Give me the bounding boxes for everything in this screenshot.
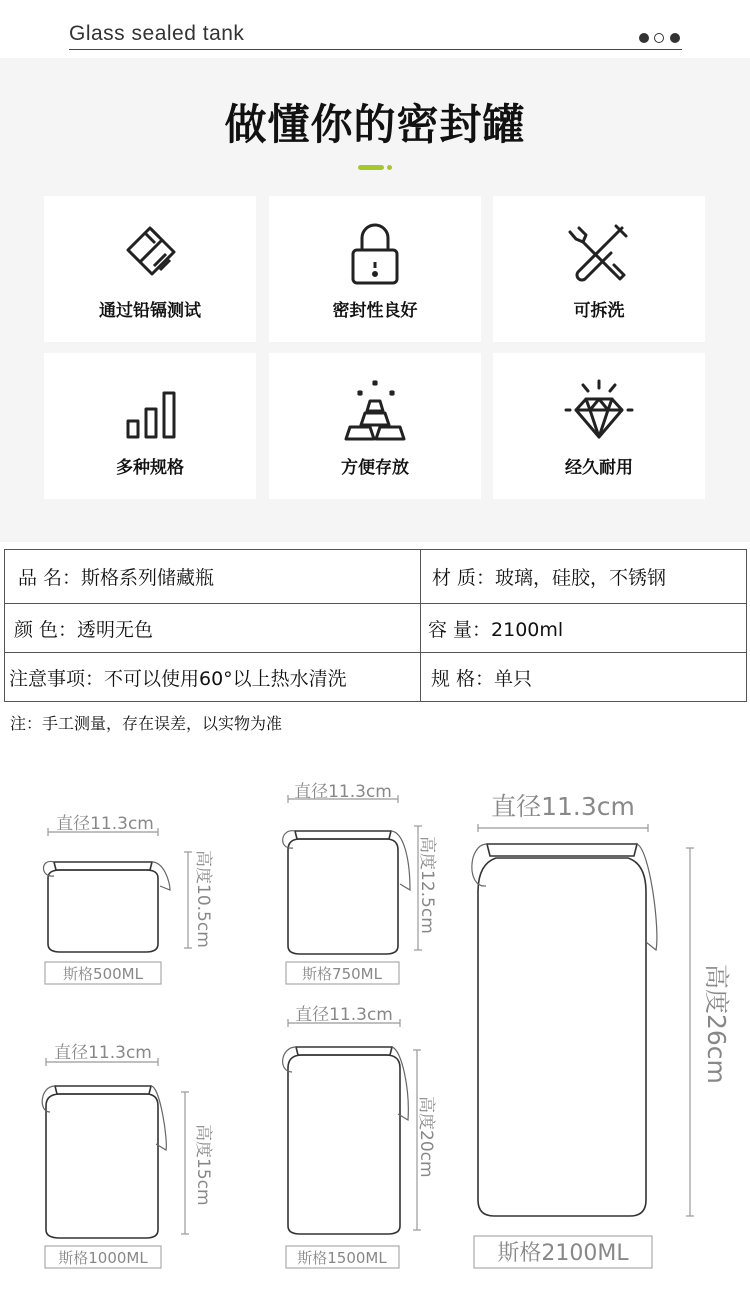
spec-row	[5, 653, 746, 701]
jar-lid	[55, 1086, 151, 1094]
page-dot-1	[639, 33, 649, 43]
padlock-icon	[340, 220, 410, 286]
jar-body	[478, 858, 646, 1216]
stacked-bars-icon	[340, 377, 410, 443]
measurement-note: 注：手工测量，存在误差，以实物为准	[10, 714, 283, 733]
jar-lid	[54, 862, 152, 870]
page-header	[0, 0, 750, 58]
jar-lid	[296, 1047, 392, 1055]
spec-material-cell: 材 质：玻璃，硅胶，不锈钢	[432, 567, 667, 589]
heading-accent-dot	[387, 165, 392, 170]
page-dot-2	[654, 33, 664, 43]
height-label: 高度12.5cm	[417, 836, 437, 934]
feature-label: 通过铅镉测试	[99, 301, 201, 321]
spec-capacity-cell: 容 量：2100ml	[428, 618, 564, 641]
jar-body	[288, 1055, 400, 1234]
size-label: 斯格1000ML	[58, 1249, 148, 1267]
height-label: 高度15cm	[193, 1124, 213, 1206]
width-label: 直径11.3cm	[54, 1043, 152, 1063]
feature-section	[0, 58, 750, 542]
jar-body	[46, 1094, 158, 1238]
spec-notice-cell: 注意事项：不可以使用60°以上热水清洗	[5, 653, 421, 701]
size-diagram	[0, 760, 750, 1303]
jar-lid	[487, 844, 637, 856]
feature-card-lead-test	[44, 196, 256, 342]
size-label: 斯格2100ML	[497, 1241, 629, 1266]
jar-1500ml	[283, 1005, 436, 1268]
feature-card-durable	[493, 353, 705, 499]
jar-body	[48, 870, 158, 952]
feature-label: 密封性良好	[332, 301, 418, 321]
feature-card-sizes	[44, 353, 256, 499]
jar-500ml	[44, 814, 214, 984]
bar-sizes-icon	[115, 377, 185, 443]
width-label: 直径11.3cm	[294, 782, 392, 802]
header-rule	[69, 49, 682, 50]
spec-unit-cell: 规 格：单只	[431, 667, 533, 690]
width-label: 直径11.3cm	[56, 814, 154, 834]
jar-1000ml	[42, 1043, 213, 1268]
size-label: 斯格500ML	[63, 965, 143, 983]
diamond-icon	[564, 377, 634, 443]
spec-color-cell: 颜 色：透明无色	[5, 604, 421, 652]
feature-label: 经久耐用	[565, 458, 633, 478]
feature-label: 多种规格	[116, 458, 184, 478]
jar-body	[288, 839, 398, 954]
spec-row	[5, 604, 746, 653]
spec-table	[4, 549, 747, 702]
tools-icon	[564, 220, 634, 286]
feature-card-sealing	[269, 196, 481, 342]
width-label: 直径11.3cm	[295, 1005, 393, 1025]
header-title: Glass sealed tank	[69, 22, 245, 45]
height-label: 高度26cm	[702, 964, 731, 1084]
feature-label: 方便存放	[341, 458, 409, 478]
jar-lid	[295, 831, 391, 839]
spec-row	[5, 550, 746, 604]
size-label: 斯格1500ML	[297, 1249, 387, 1267]
feature-card-storage	[269, 353, 481, 499]
size-label: 斯格750ML	[302, 965, 382, 983]
tableware-icon	[115, 220, 185, 286]
feature-label: 可拆洗	[573, 301, 625, 321]
spec-name-cell: 品 名：斯格系列储藏瓶	[5, 550, 421, 603]
feature-card-detachable	[493, 196, 705, 342]
heading-accent-bar	[358, 165, 384, 170]
feature-heading: 做懂你的密封罐	[224, 100, 526, 149]
jar-750ml	[283, 782, 437, 984]
height-label: 高度20cm	[416, 1096, 436, 1178]
height-label: 高度10.5cm	[193, 850, 213, 948]
width-label: 直径11.3cm	[491, 792, 635, 821]
page-dot-3	[670, 33, 680, 43]
jar-2100ml	[472, 792, 731, 1268]
